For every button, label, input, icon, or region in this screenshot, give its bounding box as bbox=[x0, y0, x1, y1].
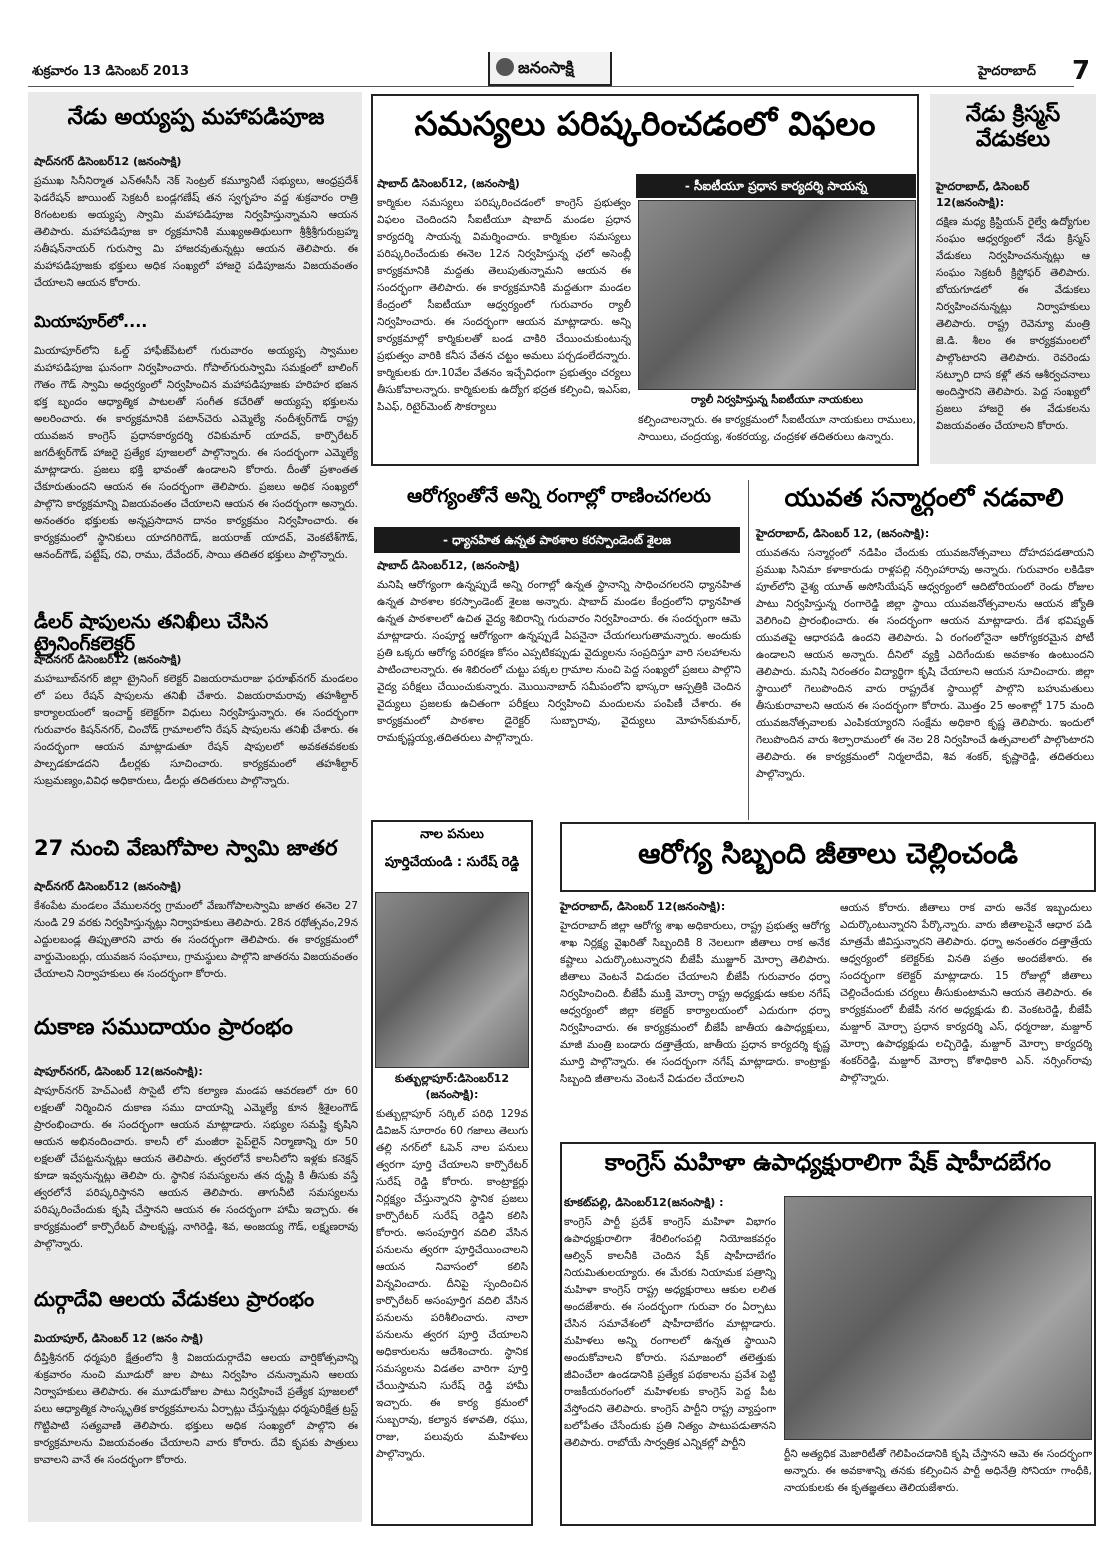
sibbandi-byline: హైదరాబాద్, డిసెంబర్ 12(జనంసాక్షి): bbox=[560, 900, 726, 913]
sibbandi-title: ఆరోగ్య సిబ్బంది జీతాలు చెల్లించండి bbox=[638, 837, 1018, 870]
ayyappa-body: ప్రముఖ సినీనిర్మాత ఎన్‌ఈసీసీ నెక్ సెంట్రల్ కమ్యూనిటీ సభ్యులు, ఆంధ్రప్రదేశ్ ఫెడరేషన్ జాయింట్ సెక్రటరీ బండ్లగణేష్ తన స్వగృహం వద్ద శుక్రవారం రాత్రి 8గంటలకు అయ్యప్ప స్వామి మహాపడిపూజ నిర్వహిస్తున్నామని ఆయన తెలిపారు. మహాపడిపూజ కా ర్యక్రమానికి ముఖ్యఅతిథులుగా శ్రీశ్రీశ్రీగురుబ్రహ్మ సతీషన్‌నాయర్ గురుస్వా మి హాజరవుతున్నట్లు ఆయన తెలిపారు. ఈ మహాపడిపూజకు భక్తులు అధిక సంఖ్యలో హాజరై పడిపూజను విజయవంతం చేయాలని ఆయన కోరారు. bbox=[34, 175, 358, 289]
aarogyam-subhead: - ధ్యానహిత ఉన్నత పాఠశాల కరస్పాండెంట్ శైలజ bbox=[374, 527, 740, 553]
nala-title: పూర్తిచేయండి : సురేష్ రెడ్డి bbox=[384, 855, 520, 870]
venugopala-byline: షాద్‌నగర్ డిసెంబర్12 (జనంసాక్షి) bbox=[34, 880, 182, 893]
congress-body-bottom: ర్టీని అత్యధిక మెజారిటీతో గెలిపించడానికి కృషి చేస్తానని ఆమె ఈ సందర్భంగా అన్నారు. ఈ అవకాశాన్ని తనకు కల్పించిన పార్టీ అధినేత్రి సోనియా గాంధీకి, నాయకులకు ఈ కృతజ్ఞతలు తెలియజేశారు. bbox=[784, 1448, 1092, 1494]
durga-byline: మియాపూర్, డిసెంబర్ 12 (జనం సాక్షి) bbox=[34, 1332, 204, 1345]
dealer-title: డీలర్ షాపులను తనిఖీలు చేసిన ట్రైనింగ్‌కలెక్టర్ bbox=[34, 611, 269, 655]
masthead-logo-box bbox=[488, 52, 612, 86]
samasyalu-byline: షాబాద్ డిసెంబర్12, (జనంసాక్షి) bbox=[377, 177, 520, 190]
rally-photo bbox=[638, 200, 916, 390]
drain-work-photo bbox=[375, 892, 529, 1068]
nala-body: కుత్బుల్లాపూర్ సర్కిల్ పరిధి 129వ డివిజన్ సూరారం 60 గజాలు తెలుగు తల్లి నగర్‌లో ఓపెన్ నాల పనులు త్వరగా పూర్తి చేయాలని కార్పొరేటర్ సురేష్ రెడ్డి కోరారు. కాంట్రాక్టర్లు నిర్లక్ష్యం చేస్తున్నారని స్థానిక ప్రజలు కార్పొరేటర్ సురేష్ రెడ్డిని కలిసి కోరారు. అసంపూర్తిగ వదిలి వేసిన పనులను త్వరగా పూర్తిచేయించాలని ఆయన నివాసంలో కలిసి విన్నవించారు. దీనిపై స్పందించిన కార్పొరేటర్ అసంపూర్తిగ వదిలి వేసిన పనులను పరిశీలించారు. నాలా పనులను త్వరగ పూర్తి చేయాలని అధికారులను ఆదేశించారు. స్థానిక సమస్యలను విడతల వారిగా పూర్తి చేయిస్తామని సురేష్ రెడ్డి హామీ ఇచ్చారు. ఈ కార్య క్రమంలో సుబ్బరావు, కల్యాన కళావతి, రఘు, రాజు, పలువురు మహిళలు పాల్గొన్నారు. bbox=[376, 1108, 528, 1460]
dealer-body: మహబూబ్‌నగర్ జిల్లా ట్రైనింగ్ కలెక్టర్ విజయరామరాజు ఫరూఖ్‌నగర్ మండలం లో పలు రేషన్ షాపులను తనిఖీ చేశారు. విజయరామరావు తహశీల్దార్ కార్యాలయంలో ఇంచార్జ్ కలెక్టర్‌గా విధులు నిర్వహిస్తున్నారు. ఈ సందర్భంగా గురువారం కిషన్‌నగర్, చించోడ్ గ్రామాలలోని రేషన్ షాపులను తనిఖీ చేశారు. ఈ సందర్భంగా ఆయన మాట్లాడుతూ రేషన్ షాపులలో అవకతవకలకు పాల్పడకూడదని డీలర్లకు సూచించారు. కార్యక్రమంలో తహశీల్దార్ సుబ్రమణ్యం,వివిధ అధికారులు, డీలర్లు తదితరులు పాల్గొన్నారు. bbox=[34, 673, 358, 787]
congress-title: కాంగ్రెస్ మహిళా ఉపాధ్యక్షురాలిగా షేక్ షాహీదబేగం bbox=[604, 1150, 1052, 1176]
durga-title: దుర్గాదేవి ఆలయ వేడుకలు ప్రారంభం bbox=[34, 1287, 315, 1311]
aarogyam-byline: షాబాద్ డిసెంబర్12, (జనంసాక్షి) bbox=[377, 559, 520, 572]
ayyappa-title: నేడు అయ్యప్ప మహాపడిపూజ bbox=[67, 105, 325, 130]
center-divider bbox=[748, 480, 749, 820]
congress-body: కాంగ్రెస్ పార్టీ ప్రదేశ్ కాంగ్రెస్ మహిళా విభాగం ఉపాధ్యక్షురాలిగా శేరిలింగంపల్లి నియోజకవర్గం ఆల్విన్ కాలనీకి చెందిన షేక్ షాహీదాబేగం నియమితులయ్యారు. ఈ మేరకు నియామక పత్రాన్ని మహిళా కాంగ్రెస్ రాష్ట్ర అధ్యక్షురాలు ఆకుల లలిత అందజేశారు. ఈ సందర్భంగా గురువా రం ఏర్పాటు చేసిన సమావేశంలో షాహీదాబేగం మాట్లాడారు. మహిళలు అన్ని రంగాలలో ఉన్నత స్థాయిని అందుకోవాలని కోరారు. సమాజంలో తలెత్తుకు జీవించేలా ఉండడానికి ప్రత్యేక పథకాలను ప్రవేశ పెట్టి రాజకీయరంగంలో మహిళలకు కాంగ్రెస్ పెద్ద పీట వేస్తోందని తెలిపారు. కాంగ్రెస్ పార్టీని రాష్ట్ర వ్యాప్తంగా బలోపేతం చేసేందుకు ప్రతి నిత్యం పాటుపడుతానని తెలిపారు. రాబోయే సార్వత్రిక ఎన్నికల్లో పార్టీని bbox=[564, 1216, 776, 1449]
masthead-date: శుక్రవారం 13 డిసెంబర్ 2013 bbox=[32, 64, 190, 79]
aarogyam-title: ఆరోగ్యంతోనే అన్ని రంగాల్లో రాణించగలరు bbox=[407, 485, 711, 507]
yuvatha-title: యువత సన్మార్గంలో నడవాలి bbox=[784, 483, 1064, 512]
yuvatha-body: యువతను సన్మార్గంలో నడిపిం చేందుకు యువజనోత్సవాలు దోహదపడతాయని ప్రముఖ సినిమా కళాకారుడు రాళ్లపల్లి నర్సింహారావు అన్నారు. గురువారం లకిడికా పూల్‌లోని వైశ్య యూత్ అసోసియేషన్ ఆధ్వర్యంలో ఆదిటోరియంలో రెండు రోజుల పాటు నిర్వహిస్తున్న రంగారెడ్డి జిల్లా స్థాయి యువజనోత్సవాలను ఆయన జ్యోతి వెలిగించి ప్రారంభించారు. ఈ సందర్భంగా ఆయన మాట్లాడారు. దేశ భవిష్యత్ యువతపై ఆధారపడి ఉందని తెలిపారు. ఏ రంగంలోనైనా ఆరోగ్యకరమైన పోటీ ఉండాలని ఆయన అన్నారు. దీనిలో వ్యక్తి ఎదిగేందుకు అవకాశం ఉంటుందని తెలిపారు. మనిషి నిరంతరం విద్యార్థిగా కృషి చేయాలని ఆయన సూచించారు. జిల్లా స్థాయిలో గెలుపొందిన వారు రాష్ట్రదేశ స్థాయిల్లో పాల్గొని బహుమతులు తీసుకురావాలని ఆయన ఈ సందర్భంగా కోరారు. మొత్తం 25 అంశాల్లో 175 మంది యువజనోత్సవాలకు ఎంపికయ్యారని సంక్షేమ అధికారి కృష్ణ తెలిపారు. ఇందులో గెలుపొందిన వారు శిల్పారామంలో ఈ నెల 28 నిర్వహించే ఉత్సవాలలో పాల్గొంటారని తెలిపారు. ఈ కార్యక్రమంలో నిర్మలాదేవి, శివ శంకర్, కృష్ణారెడ్డి, తదితరులు పాల్గొన్నారు. bbox=[756, 547, 1094, 780]
rally-caption: ర్యాలీ నిర్వహిస్తున్న సీఐటీయూ నాయకులు bbox=[691, 394, 863, 406]
logo-icon bbox=[496, 58, 514, 76]
samasyalu-title: సమస్యలు పరిష్కరించడంలో విఫలం bbox=[414, 104, 876, 143]
dukana-byline: షాపూర్‌నగర్, డిసెంబర్ 12(జనంసాక్షి): bbox=[34, 1065, 203, 1078]
venugopala-body: కేశంపేట మండలం వేములనర్వ గ్రామంలో వేణుగోపాలస్వామి జాతర ఈనెల 27 నుండి 29 వరకు నిర్వహిస్తున్నట్లు నిర్వాహకులు తెలిపారు. 28న రథోత్సవం,29న ఎద్దులబండ్ల తిప్పుతారని వారు ఈ సందర్భంగా తెలిపారు. ఈ కార్యక్రమంలో వార్డుమెంబర్లు, యువజన సంఘాలు, గ్రామస్థులు పాల్గొని జాతరను విజయవంతం చేయాలని నిర్వాహకులు ఈ సందర్భంగా కోరారు. bbox=[34, 900, 358, 980]
masthead-city: హైదరాబాద్ bbox=[978, 64, 1036, 79]
miyapur-body: మియాపూర్‌లోని ఓల్డ్ హాఫీజ్‌పేటలో గురువారం అయ్యప్ప స్వాముల మహాపడిపూజ ఘనంగా నిర్వహించారు. గోపాల్‌గురుస్వామి సమక్షంలో బాలింగ్ గౌతం గౌడ్ స్వామి అధ్వర్యంలో నిర్వహించిన మహాపడిపూజకు హరిహర భజన భక్త బృందం ఆధ్యాత్మిక పాటలతో సంగీత కచేరితో అయ్యప్ప భక్తులను అలరించారు. ఈ కార్యక్రమానికి పటాన్‌చెరు ఎమ్మెల్యే నందీశ్వర్‌గౌడ్ రాష్ట్ర యువజన కాంగ్రెస్ ప్రధానకార్యదర్శి రవికుమార్ యాదవ్, కార్పొరేటర్ జగదీశ్వర్‌గౌడ్ హాజరై ప్రత్యేక పూజలలో పాల్గొన్నారు. ఈ సందర్భంగా ఎమ్మెల్యే మాట్లాడారు. ప్రజలు భక్తి భావంతో ఉండాలని కోరారు. దీంతో ప్రశాంతత చేకూరుతుందని ఆయన ఈ సందర్భంగా తెలిపారు. ప్రజలు అధిక సంఖ్యలో పాల్గొని కార్యక్రమాన్ని విజయవంతం చేయాలని ఆయన ఈ సందర్భంగా అన్నారు. అనంతరం భక్తులకు అన్నప్రసాదాన దానం కార్యక్రమం నిర్వహించారు. ఈ కార్యక్రమంలో స్థానికులు యాదగిరిగౌడ్, జయరాజ్ యాదవ్, వెంకటేశ్‌గౌడ్, ఆనంద్‌గౌడ్, పట్టేష్, రవి, రాము, దేవేందర్, సాయి తదితర భక్తులు పాల్గొన్నారు. bbox=[34, 345, 358, 561]
venugopala-title: 27 నుంచి వేణుగోపాల స్వామి జాతర bbox=[34, 836, 338, 860]
samasyalu-body-left: కార్మికుల సమస్యలు పరిష్కరించడంలో కాంగ్రెస్ ప్రభుత్వం విఫలం చెందిందని సీఐటీయూ షాబాద్ మండల ప్రధాన కార్యదర్శి సాయన్న విమర్శించారు. కార్మికుల సమస్యలు పరిష్కరించేందుకు ఈనెల 12న నిర్వహిస్తున్న ఛలో అసెంబ్లీ కార్యక్రమానికి మద్దతు తెలుపుతున్నామని ఆయన ఈ సందర్భంగా తెలిపారు. ఈ కార్యక్రమానికి మద్దతుగా మండల కేంద్రంలో సీఐటీయూ ఆధ్వర్యంలో గురువారం ర్యాలీ నిర్వహించారు. ఈ సందర్భంగా ఆయన మాట్లాడారు. అన్ని కార్యక్రమాల్లో కార్మికులతో బండ చాకిరి చేయించుకుంటున్న ప్రభుత్వం వారికి కనీస వేతన చట్టం అమలు పర్చడంలేదన్నారు. కార్మికులకు రూ.10వేల వేతనం ఇచ్చేవిధంగా ప్రభుత్వం చర్యలు తీసుకోవాలన్నారు. కార్మికులకు ఉద్యోగ భద్రత కల్పించి, ఇఎస్ఐ, పిఎఫ్, రిటైర్‌మెంట్ సౌకర్యాలు bbox=[377, 197, 631, 413]
dukana-body: షాపూర్‌నగర్ హెచ్ఎంటీ సొసైటీ లోని కల్యాణ మండప ఆవరణలో రూ 60 లక్షలతో నిర్మించిన దుకాణ సము దాయాన్ని ఎమ్మెల్యే కూన శ్రీశైలంగౌడ్ ప్రారంభించారు. ఈ సందర్భంగా ఆయన మాట్లాడారు. సభ్యుల సమష్టి కృషిని ఆయన అభినందించారు. కాలనీ లో మంజీరా పైప్‌లైన్ నిర్మాణాన్ని రూ 50 లక్షలతో చేపట్టనున్నట్లు ఆయన తెలిపారు. త్వరలోనే కాలనీలోని ఇళ్లకు కనెక్షన్ కూడా ఇవ్వనున్నట్లు తెలిపా రు. స్థానిక సమస్యలను తన దృష్టి కి తీసుకు వస్తే త్వరలోనే పరిష్కరిస్తానని ఆయన తెలిపారు. తాగునీటి సమస్యలను పరిష్కరించేందుకు కృషి చేస్తానని ఆయన ఈ సందర్భంగా హామీ ఇచ్చారు. ఈ కార్యక్రమంలో కార్పొరేటర్ పాలకృష్ణ, నాగిరెడ్డి, శివ, అంజయ్య గౌడ్, లక్ష్మణరావు పాల్గొన్నారు. bbox=[34, 1085, 358, 1250]
masthead bbox=[0, 52, 1100, 92]
samasyalu-subhead: - సీఐటీయూ ప్రధాన కార్యదర్శి సాయన్న bbox=[636, 174, 916, 198]
nala-byline: కుత్బుల్లాపూర్:డిసెంబర్12 (జనంసాక్షి): bbox=[394, 1072, 509, 1101]
masthead-rule bbox=[28, 86, 1074, 87]
samasyalu-body-right: కల్పించాలన్నారు. ఈ కార్యక్రమంలో సీఐటీయూ నాయకులు రాములు, సాయిలు, చంద్రయ్య, శంకరయ్య, చంద్రకళ తదితరులు ఉన్నారు. bbox=[638, 414, 916, 443]
dealer-byline: షాద్‌నగర్ డిసెంబర్12 (జనంసాక్షి) bbox=[34, 653, 182, 666]
aarogyam-body: మనిషి ఆరోగ్యంగా ఉన్నప్పుడే అన్ని రంగాల్లో ఉన్నత స్థానాన్ని సాధించగలరని ధ్యానహిత ఉన్నత పాఠశాల కరస్పాండెంట్ శైలజ అన్నారు. షాబాద్ మండల కేంద్రంలోని ధ్యానహిత ఉన్నత పాఠశాలలో ఉచిత వైద్య శిబిరాన్ని గురువారం నిర్వహించారు. ఈ సందర్భంగా ఆమె మాట్లాడారు. సంపూర్ణ ఆరోగ్యంగా ఉన్నప్పుడే ఏపనైనా చేయగలుగుతామన్నారు. అందుకు ప్రతి ఒక్కరు ఆరోగ్య పరిరక్షణ కోసం ఎప్పటికప్పుడు వైద్యులను సంప్రదిస్తూ వారి సలహాలను పాటించాలన్నారు. ఈ శిబిరంలో చుట్టు పక్కల గ్రామాల నుంచి పెద్ద సంఖ్యలో ప్రజలు పాల్గొని వైద్య పరీక్షలు చేయించుకున్నారు. మొయినాబాద్ సమీపంలోని భాస్కరా ఆస్పత్రికి చెందిన వైద్యులు ప్రజలకు ఉచితంగా పరీక్షలు నిర్వహించి మందులను పంపిణీ చేశారు. ఈ కార్యక్రమంలో పాఠశాల డైరెక్టర్ సుబ్బారావు, వైద్యులు మోహన్‌కుమార్, రామకృష్ణయ్య,తదితరులు పాల్గొన్నారు. bbox=[377, 579, 741, 744]
congress-byline: కూకట్‌పల్లి, డిసెంబర్12(జనంసాక్షి) : bbox=[564, 1196, 724, 1209]
miyapur-subtitle: మియాపూర్‌లో.... bbox=[34, 312, 148, 331]
appointment-photo bbox=[784, 1196, 1092, 1440]
paper-name: జనంసాక్షి bbox=[518, 58, 574, 77]
christmas-body: దక్షిణ మధ్య క్రిస్టియన్ రైల్వే ఉద్యోగుల సంఘం ఆధ్వర్యంలో నేడు క్రిస్మస్ వేడుకలు నిర్వహించనున్నట్లు ఆ సంఘం సెక్రటరీ క్రిస్టోఫర్ తెలిపారు. బోయగూడలో ఈ వేడుకలు నిర్వహించనున్నట్లు నిర్వాహకులు తెలిపారు. రాష్ట్ర రెవెన్యూ మంత్రి జె.డి. శీలం ఈ కార్యక్రమంలలో పాల్గొంటారని తెలిపారు. రెవరెండు సట్ఫూరి దాస కళ్లో తన ఆశీర్వచనాలు అందిస్తారని తెలిపారు. పెద్ద సంఖ్యలో ప్రజలు హాజరై ఈ వేడుకలను విజయవంతం చేయాలని కోరారు. bbox=[936, 216, 1090, 432]
christmas-byline: హైదరాబాద్, డిసెంబర్ 12(జనంసాక్షి): bbox=[936, 180, 1030, 209]
sibbandi-body-right: ఆయన కోరారు. జీతాలు రాక వారు అనేక ఇబ్బందులు ఎదుర్కొంటున్నారని పేర్కొన్నారు. వారు జీతాలపైనే ఆధార పడి మాత్రమే జీవిస్తున్నారని తెలిపారు. ధర్నా అనంతరం దత్తాత్రేయ ఆధ్వర్యంలో కలెక్టర్‌కు వినతి పత్రం అందజేశారు. ఈ సందర్భంగా కలెక్టర్ మాట్లాడారు. 15 రోజుల్లో జీతాలు చెల్లించేందుకు చర్యలు తీసుకుంటామని ఆయన తెలిపారు. ఈ కార్యక్రమంలో బీజేపీ నగర అధ్యక్షుడు బి. వెంకటరెడ్డి, బీజేపీ మజ్దూర్ మోర్చా ప్రధాన కార్యదర్శి ఎస్, ధర్మరాజు, మజ్దూర్ మోర్చా ఉపాధ్యక్షుడు లచ్చిరెడ్డి, మజ్దూర్ మోర్చా కార్యదర్శి శంకర్‌రెడ్డి, మజ్దూర్ మోర్చా కోశాధికారి ఎన్. నర్సింగ్‌రావు పాల్గొన్నారు. bbox=[840, 902, 1092, 1084]
christmas-title: నేడు క్రిస్మస్ వేడుకలు bbox=[965, 102, 1061, 153]
yuvatha-byline: హైదరాబాద్, డిసెంబర్ 12, (జనంసాక్షి): bbox=[756, 527, 930, 540]
page-number: 7 bbox=[1072, 56, 1091, 86]
dukana-title: దుకాణ సముదాయం ప్రారంభం bbox=[34, 1015, 293, 1040]
ayyappa-byline: షాద్‌నగర్ డిసెంబర్12 (జనంసాక్షి) bbox=[34, 155, 182, 168]
sibbandi-body-left: హైదరాబాద్ జిల్లా ఆరోగ్య శాఖ అధికారులు, రాష్ట్ర ప్రభుత్వ ఆరోగ్య శాఖ నిర్లక్ష్య వైఖరితో సిబ్బందికి 8 నెలలుగా జీతాలు రాక అనేక కష్టాలు ఎదుర్కొంటున్నారని బీజేపీ ముజ్జూర్ మోర్చా తెలిపారు. జీతాలు వెంటనే విడుదల చేయాలని బీజేపీ గురువారం ధర్నా నిర్వహించింది. బీజేపీ ముక్తి మోర్చా రాష్ట్ర అధ్యక్షుడు ఆకుల నగేష్ ఆధ్వర్యంలో జిల్లా కలెక్టర్ కార్యాలయంలో ఎదురుగా ధర్నా నిర్వహించారు. ఈ కార్యక్రమంలో బీజేపీ జాతీయ ఉపాధ్యక్షులు, మాజీ మంత్రి బండారు దత్తాత్రేయ, జాతీయ ప్రధాన కార్యదర్శి కృష్ణ మూర్తి పాల్గొన్నారు. ఈ సందర్భంగా నగేష్ మాట్లాడారు. కాంట్రాక్టు సిబ్బంది జీతాలను వెంటనే విడుదల చేయాలని bbox=[560, 920, 830, 1085]
nala-kicker: నాల పనులు bbox=[420, 827, 484, 842]
durga-body: దీప్తిశ్రీనగర్ ధర్మపురి క్షేత్రంలోని శ్రీ విజయదుర్గాదేవి ఆలయ వార్షికోత్సవాన్ని శుక్రవారం నుంచి మూడురో జుల పాటు నిర్వహిం చనున్నామని ఆలయ నిర్వాహకులు తెలిపారు. ఈ మూడురోజుల పాటు నిర్వహించే ప్రత్యేక పూజలలో పలు ఆధ్యాత్మిక సాంస్కృతిక కార్యక్రమాలను ఏర్పాట్లు చేస్తున్నట్లు ధర్మపురిక్షేత్ర ట్రస్ట్ గొట్టిపాటి సత్యవాణి తెలిపారు. భక్తులు అధిక సంఖ్యలో పాల్గొని ఈ కార్యక్రమాలను విజయవంతం చేయాలని వారు కోరారు. దేవి కృపకు పాత్రులు కావాలని వానే ఈ సందర్భంగా కోరారు. bbox=[34, 1352, 358, 1466]
